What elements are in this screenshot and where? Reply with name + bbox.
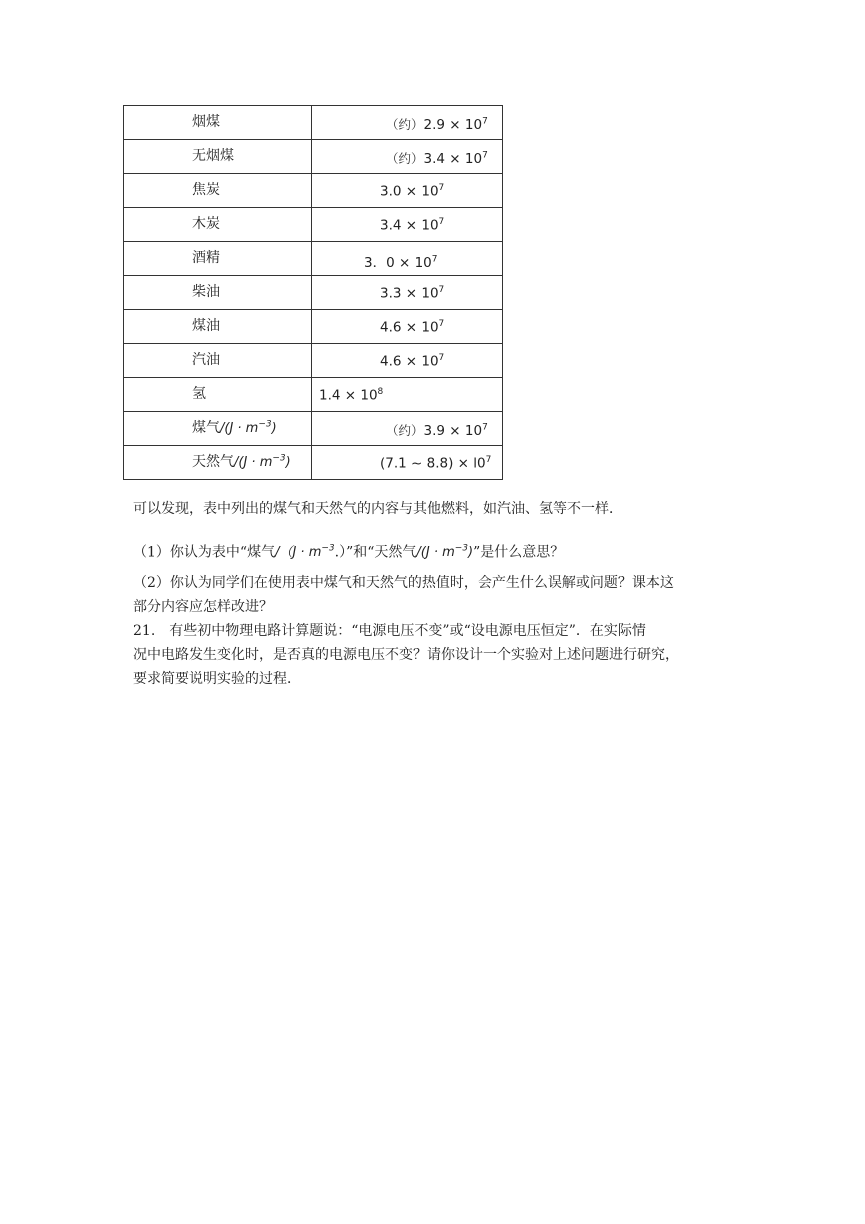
heat-value — [319, 387, 383, 404]
approx-prefix: （约） — [386, 151, 424, 166]
heat-value-cell — [312, 412, 503, 446]
unit-text: /(J · m — [416, 545, 455, 561]
unit-exponent: −3 — [258, 419, 272, 430]
observation-paragraph: 可以发现，表中列出的煤气和天然气的内容与其他燃料，如汽油、氢等不一样． — [133, 501, 623, 517]
fuel-name — [124, 446, 311, 471]
fuel-name-text: 天然气 — [192, 454, 234, 470]
unit-label — [234, 455, 291, 470]
value-mantissa: 3.4 × 10 — [380, 217, 439, 234]
fuel-heat-value-table — [123, 105, 503, 480]
fuel-name: 无烟煤 — [192, 148, 234, 164]
question-2-line-2: 部分内容应怎样改进？ — [133, 599, 273, 615]
fuel-name-cell — [124, 208, 312, 242]
unit-close: ) — [285, 455, 291, 470]
table-row — [124, 344, 503, 378]
value-exponent: 7 — [438, 353, 445, 363]
heat-value-cell — [312, 378, 503, 412]
fuel-name-cell — [124, 242, 312, 276]
heat-value-cell — [312, 174, 503, 208]
question-21-line-1: 21. 有些初中物理电路计算题说：“电源电压不变”或“设电源电压恒定”．在实际情 — [133, 623, 646, 639]
value-exponent: 7 — [482, 116, 488, 127]
unit-text: (J · m — [238, 455, 273, 470]
table-row — [124, 106, 503, 140]
fuel-name-text: 煤气 — [192, 420, 220, 436]
unit-close: ) — [271, 421, 277, 436]
fuel-name-cell — [124, 276, 312, 310]
unit-exponent: −3 — [321, 544, 335, 554]
heat-value-cell — [312, 106, 503, 140]
table-row — [124, 378, 503, 412]
fuel-name — [124, 412, 311, 437]
value-mantissa: 4.6 × 10 — [380, 353, 439, 370]
question-1-unit-a — [275, 545, 335, 560]
question-1-text-c: ”是什么意思？ — [473, 544, 565, 561]
fuel-name-cell — [124, 174, 312, 208]
unit-exponent: −3 — [454, 544, 469, 554]
fuel-name: 柴油 — [192, 284, 220, 300]
heat-value-cell — [312, 242, 503, 276]
heat-value-cell — [312, 344, 503, 378]
table-row — [124, 412, 503, 446]
fuel-name: 烟煤 — [192, 114, 220, 130]
question-2-line-1: （2）你认为同学们在使用表中煤气和天然气的热值时，会产生什么误解或问题？课本这 — [133, 575, 674, 591]
table-row — [124, 140, 503, 174]
value-exponent: 8 — [377, 387, 384, 397]
value-exponent: 7 — [438, 319, 445, 329]
heat-value — [380, 455, 491, 472]
question-1 — [133, 537, 564, 565]
value-mantissa: 3.9 × 10 — [423, 423, 483, 439]
value-exponent: 7 — [438, 217, 445, 227]
heat-value-cell — [312, 446, 503, 480]
table-row — [124, 208, 503, 242]
question-21-line-3: 要求简要说明实验的过程． — [133, 671, 301, 687]
unit-slash: / — [234, 455, 239, 470]
heat-value-cell — [312, 140, 503, 174]
question-1-text-b: .）”和“天然气 — [334, 544, 417, 561]
unit-text: /(J · m — [220, 421, 259, 436]
value-exponent: 7 — [438, 285, 445, 295]
heat-value — [380, 217, 444, 234]
table-row — [124, 446, 503, 480]
heat-value-cell — [312, 310, 503, 344]
table-row — [124, 174, 503, 208]
fuel-name-cell — [124, 412, 312, 446]
value-exponent: 7 — [482, 422, 488, 433]
question-21-line-2: 况中电路发生变化时，是否真的电源电压不变？请你设计一个实验对上述问题进行研究， — [133, 647, 679, 663]
fuel-name: 煤油 — [192, 318, 220, 334]
unit-close: ) — [468, 545, 474, 561]
question-1-text-a: （1）你认为表中“煤气 — [133, 544, 276, 561]
heat-value — [386, 115, 488, 133]
fuel-name-cell — [124, 140, 312, 174]
value-exponent: 7 — [438, 183, 445, 193]
unit-exponent: −3 — [272, 453, 286, 464]
fuel-name: 氢 — [192, 386, 206, 402]
value-mantissa: 2.9 × 10 — [423, 117, 483, 133]
value-mantissa: 3.4 × 10 — [423, 151, 483, 167]
fuel-name: 木炭 — [192, 216, 220, 232]
heat-value — [380, 285, 444, 302]
fuel-name-cell — [124, 344, 312, 378]
value-mantissa: 3.0 × 10 — [380, 183, 439, 200]
unit-label — [220, 421, 277, 436]
heat-value — [364, 251, 438, 271]
value-mantissa: 3．0 × 10 — [364, 255, 432, 271]
fuel-name-cell — [124, 378, 312, 412]
value-mantissa: 3.3 × 10 — [380, 285, 439, 302]
fuel-name: 酒精 — [192, 250, 220, 266]
heat-value-cell — [312, 208, 503, 242]
heat-value — [386, 421, 488, 439]
value-mantissa: 4.6 × 10 — [380, 319, 439, 336]
table-row — [124, 276, 503, 310]
heat-value — [380, 183, 444, 200]
heat-value — [386, 149, 488, 167]
value-exponent: 7 — [485, 455, 492, 465]
question-1-unit-b — [416, 545, 473, 560]
fuel-name: 焦炭 — [192, 182, 220, 198]
value-mantissa: (7.1 ~ 8.8) × l0 — [380, 455, 486, 472]
fuel-name-cell — [124, 446, 312, 480]
heat-value-cell — [312, 276, 503, 310]
value-exponent: 7 — [431, 254, 438, 265]
value-exponent: 7 — [482, 150, 488, 161]
unit-text: /（J · m — [275, 545, 322, 561]
fuel-name-cell — [124, 106, 312, 140]
heat-value — [380, 353, 444, 370]
approx-prefix: （约） — [386, 117, 424, 132]
fuel-name: 汽油 — [192, 352, 220, 368]
approx-prefix: （约） — [386, 423, 424, 438]
heat-value — [380, 319, 444, 336]
fuel-name-cell — [124, 310, 312, 344]
table-row — [124, 310, 503, 344]
value-mantissa: 1.4 × 10 — [319, 387, 378, 404]
table-row — [124, 242, 503, 276]
